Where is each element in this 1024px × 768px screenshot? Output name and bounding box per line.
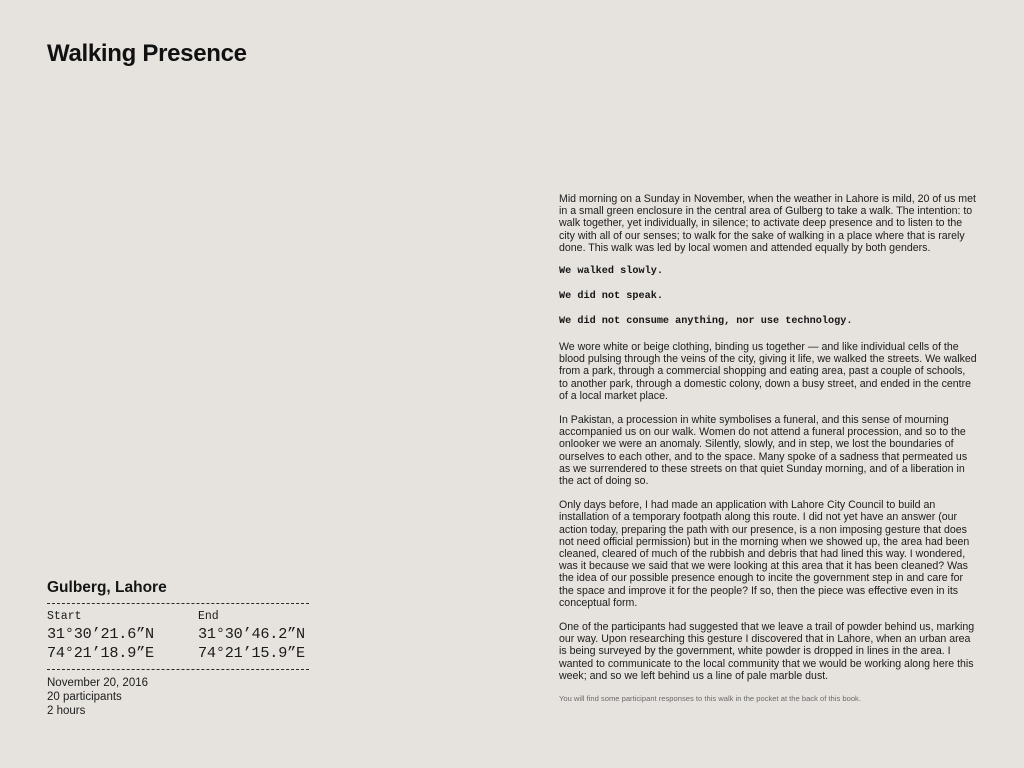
location-name: Gulberg, Lahore (47, 579, 167, 596)
council-paragraph: Only days before, I had made an application with Lahore City Council to build an installation of a temporary footpath along this route. I did not yet have an answer (our action today, preparing the path with our presence, is a non imposing gesture that does not need official permission) but in the morning when we showed up, the area had been cleaned, cleared of much of the rubbish and debris that had lined this way. I wondered, was it because we said that we were looking at this area that it has been cleaned? Was the idea of our possible presence enough to incite the government step in and care for the space and improve it for the people? If so, then the piece was effective even in its conceptual form. (559, 499, 970, 609)
end-latitude: 31°30’46.2”N (198, 625, 305, 643)
clothing-paragraph: We wore white or beige clothing, binding us together — and like individual cells of the blood pulsing through the veins of the city, giving it life, we walked the streets. We walked from a park, through a commercial shopping and eating area, past a couple of schools, to another park, through a domestic colony, down a busy street, and ended in the centre of a local market place. (559, 341, 977, 402)
start-longitude: 74°21’18.9”E (47, 644, 154, 662)
start-latitude: 31°30’21.6”N (47, 625, 154, 643)
end-coordinates (198, 610, 309, 663)
walk-date: November 20, 2016 (47, 677, 149, 689)
powder-paragraph: One of the participants had suggested that we leave a trail of powder behind us, marking our way. Upon researching this gesture I discovered that in Lahore, when an urban area is being surveyed by the government, white powder is dropped in lines in the area. I wanted to communicate to the local community that we would be working along here this week; and so we left behind us a line of pale marble dust. (559, 621, 975, 682)
statement-walked-slowly: We walked slowly. (559, 266, 663, 278)
location-block (47, 578, 309, 718)
start-coordinates (47, 610, 198, 663)
walk-details (47, 676, 309, 718)
intro-paragraph: Mid morning on a Sunday in November, when the weather in Lahore is mild, 20 of us met in a small green enclosure in the central area of Gulberg to take a walk. The intention: to walk together, yet individually, in silence; to activate deep presence and to listen to the city with all of our senses; to walk for the sake of walking in a place where that is rarely done. This walk was led by local women and attended equally by both genders. (559, 193, 976, 254)
end-label: End (198, 610, 219, 623)
page-title: Walking Presence (47, 40, 247, 67)
footnote: You will find some participant responses to this walk in the pocket at the back of this book. (559, 694, 861, 704)
statement-no-technology: We did not consume anything, nor use technology. (559, 316, 853, 328)
procession-paragraph: In Pakistan, a procession in white symbolises a funeral, and this sense of mourning accompanied us on our walk. Women do not attend a funeral procession, and so to the onlooker we were an anomaly. Silently, slowly, and in step, we lost the boundaries of ourselves to each other, and to the space. Many spoke of a sadness that permeated us as we surrendered to these streets on that quiet Sunday morning, and of a liberation in the act of doing so. (559, 414, 968, 488)
statement-did-not-speak: We did not speak. (559, 291, 663, 303)
end-longitude: 74°21’15.9”E (198, 644, 305, 662)
dashed-divider (47, 669, 309, 670)
coordinates (47, 604, 309, 669)
start-label: Start (47, 610, 82, 623)
walk-duration: 2 hours (47, 705, 86, 717)
walk-participants: 20 participants (47, 691, 122, 703)
essay-text (559, 193, 977, 704)
